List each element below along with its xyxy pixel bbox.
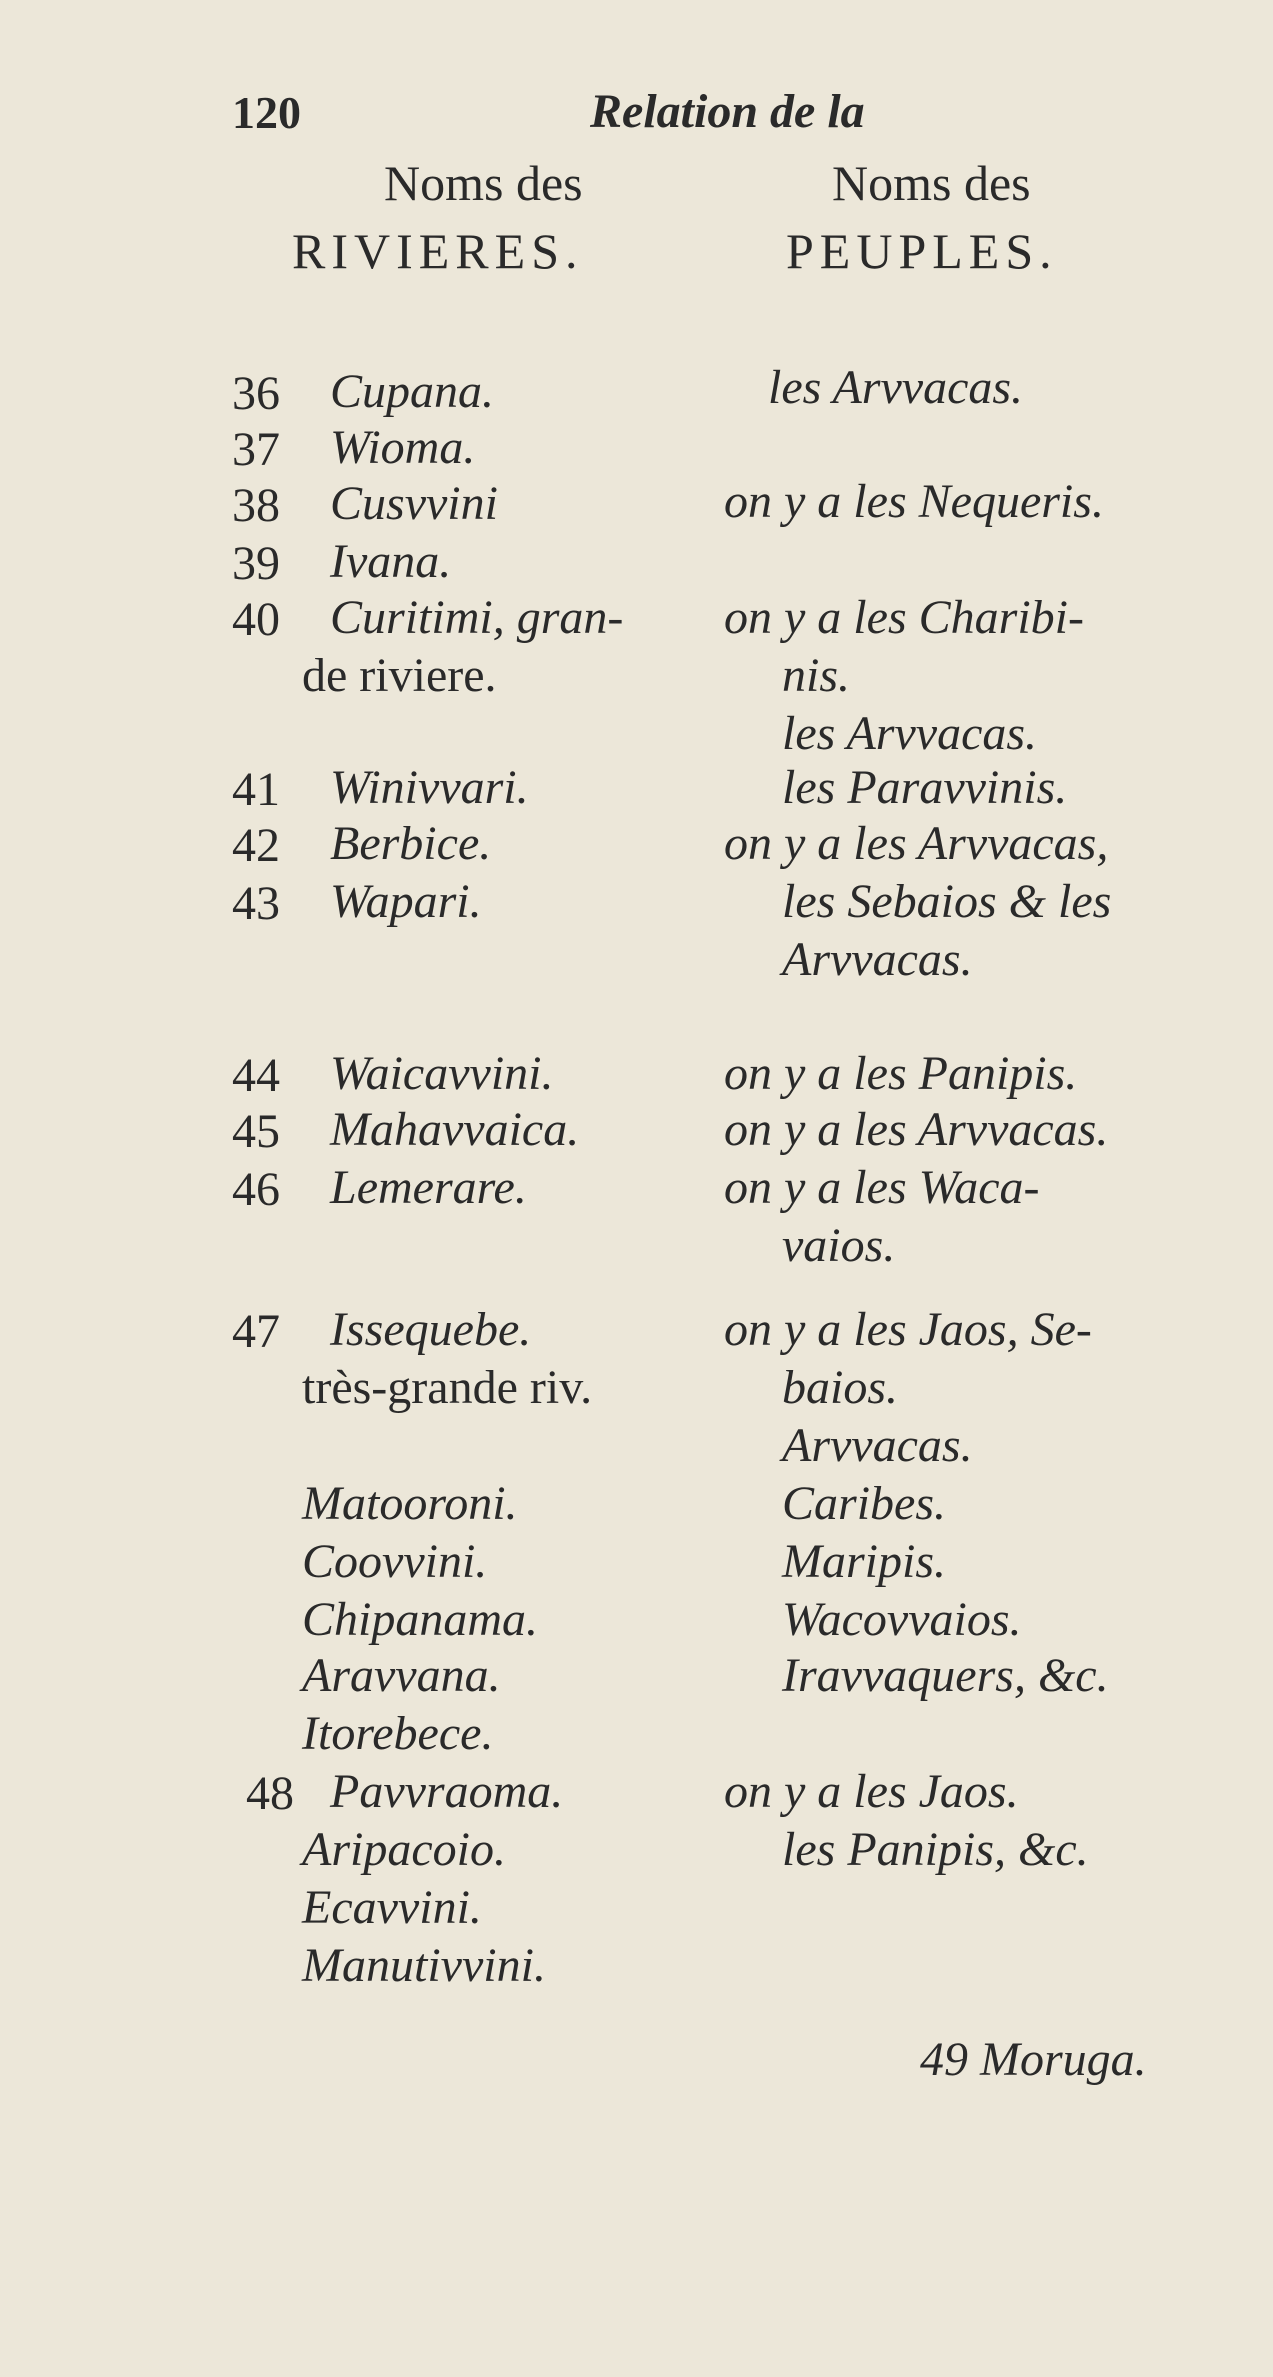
tributary-people: Arvvacas. bbox=[782, 1419, 973, 1472]
people-names: on y a les Jaos, Se- bbox=[724, 1303, 1092, 1356]
entry-number: 40 bbox=[232, 593, 280, 646]
entry-number: 45 bbox=[232, 1105, 280, 1158]
river-name: Aripacoio. bbox=[302, 1823, 506, 1876]
entry-number: 46 bbox=[232, 1163, 280, 1216]
river-name: Ivana. bbox=[330, 535, 452, 588]
people-names-cont: nis. bbox=[782, 649, 851, 702]
river-name-cont: de riviere. bbox=[302, 649, 497, 702]
river-name: Berbice. bbox=[330, 817, 492, 870]
entry-number: 37 bbox=[232, 423, 280, 476]
right-heading-line2: PEUPLES. bbox=[786, 223, 1058, 279]
left-heading-line1: Noms des bbox=[384, 155, 583, 211]
entry-number: 42 bbox=[232, 819, 280, 872]
tributary-river: Itorebece. bbox=[302, 1707, 494, 1760]
people-names-extra: les Arvvacas. bbox=[782, 707, 1038, 760]
people-names-cont: vaios. bbox=[782, 1219, 896, 1272]
river-name: Lemerare. bbox=[330, 1161, 527, 1214]
entry-number: 47 bbox=[232, 1305, 280, 1358]
entry-number: 48 bbox=[246, 1767, 294, 1820]
river-name: Wioma. bbox=[330, 421, 476, 474]
river-name: Pavvraoma. bbox=[330, 1765, 564, 1818]
entry-number: 36 bbox=[232, 367, 280, 420]
river-name: Issequebe. bbox=[330, 1303, 532, 1356]
river-name: Curitimi, gran- bbox=[330, 591, 624, 644]
river-name: Waicavvini. bbox=[330, 1047, 554, 1100]
entry-number: 38 bbox=[232, 479, 280, 532]
tributary-people: Wacovvaios. bbox=[782, 1593, 1022, 1646]
tributary-people: Caribes. bbox=[782, 1477, 947, 1530]
tributary-river: Matooroni. bbox=[302, 1477, 518, 1530]
right-heading-line1: Noms des bbox=[832, 155, 1031, 211]
people-names: on y a les Arvvacas, bbox=[724, 817, 1109, 870]
tributary-people: Maripis. bbox=[782, 1535, 947, 1588]
catchword: 49 Moruga. bbox=[920, 2033, 1147, 2086]
people-names-cont: baios. bbox=[782, 1361, 899, 1414]
tributary-people: Iravvaquers, &c. bbox=[782, 1649, 1109, 1702]
running-title: Relation de la bbox=[590, 85, 865, 138]
river-name: Cupana. bbox=[330, 365, 495, 418]
entry-number: 43 bbox=[232, 877, 280, 930]
entry-number: 44 bbox=[232, 1049, 280, 1102]
tributary-river: Chipanama. bbox=[302, 1593, 539, 1646]
people-names: on y a les Arvvacas. bbox=[724, 1103, 1109, 1156]
entry-number: 41 bbox=[232, 763, 280, 816]
people-names: les Panipis, &c. bbox=[782, 1823, 1089, 1876]
people-names: les Sebaios & les bbox=[782, 875, 1112, 928]
river-name: Mahavvaica. bbox=[330, 1103, 580, 1156]
people-names: les Paravvinis. bbox=[782, 761, 1068, 814]
people-names: on y a les Charibi- bbox=[724, 591, 1084, 644]
people-names: les Arvvacas. bbox=[768, 361, 1024, 414]
river-name: Winivvari. bbox=[330, 761, 529, 814]
entry-number: 39 bbox=[232, 537, 280, 590]
people-names: on y a les Nequeris. bbox=[724, 475, 1104, 528]
people-names: on y a les Panipis. bbox=[724, 1047, 1078, 1100]
river-name: Manutivvini. bbox=[302, 1939, 546, 1992]
tributary-river: Aravvana. bbox=[302, 1649, 501, 1702]
river-name: Wapari. bbox=[330, 875, 482, 928]
left-heading-line2: RIVIERES. bbox=[292, 223, 584, 279]
tributary-river: Coovvini. bbox=[302, 1535, 488, 1588]
river-name: Ecavvini. bbox=[302, 1881, 482, 1934]
people-names: on y a les Jaos. bbox=[724, 1765, 1019, 1818]
page-number: 120 bbox=[232, 87, 301, 138]
people-names: on y a les Waca- bbox=[724, 1161, 1040, 1214]
people-names-cont: Arvvacas. bbox=[782, 933, 973, 986]
river-name: Cusvvini bbox=[330, 477, 498, 530]
river-name-cont: très-grande riv. bbox=[302, 1361, 593, 1414]
